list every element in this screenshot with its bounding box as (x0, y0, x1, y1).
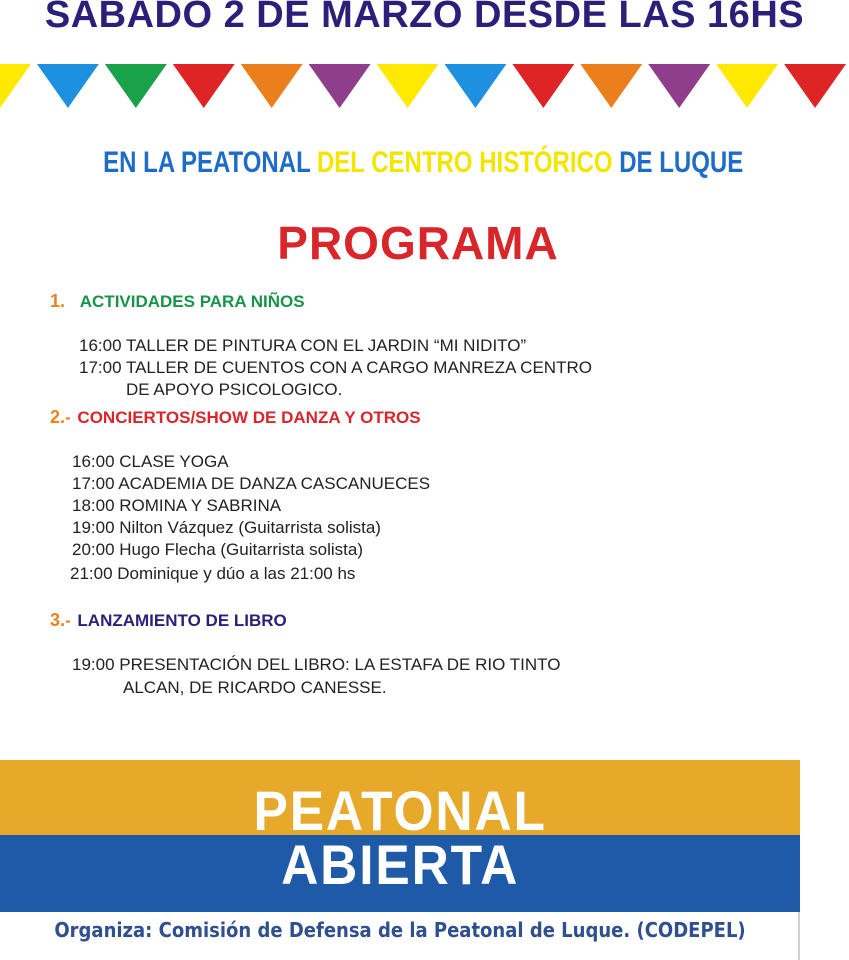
logo-line-1: PEATONAL (253, 779, 547, 842)
section-3-label: LANZAMIENTO DE LIBRO (77, 611, 287, 630)
section-1-item: 16:00 TALLER DE PINTURA CON EL JARDIN “MI NIDITO” (79, 336, 527, 355)
section-2-title (50, 407, 421, 428)
organizer-credit: Organiza: Comisión de Defensa de la Peatonal de Luque. (CODEPEL) (54, 918, 746, 942)
section-1-title (50, 291, 305, 312)
bunting-flag (0, 64, 31, 108)
bunting-flag (716, 64, 778, 108)
bunting-flag (444, 64, 506, 108)
bunting-decoration (0, 64, 849, 110)
section-2-item: 20:00 Hugo Flecha (Guitarrista solista) (72, 540, 364, 559)
bunting-flag (580, 64, 642, 108)
section-3-separator: - (65, 611, 71, 630)
section-3-number: 3. (50, 610, 66, 630)
bunting-flag (37, 64, 99, 108)
bunting-flag (173, 64, 235, 108)
section-3-item: 19:00 PRESENTACIÓN DEL LIBRO: LA ESTAFA DE RIO TINTO (72, 655, 561, 674)
venue-part-2: DEL CENTRO HISTÓRICO (316, 146, 613, 179)
section-2-number: 2. (50, 407, 66, 427)
logo-line-2: ABIERTA (281, 833, 520, 896)
section-2-item: 18:00 ROMINA Y SABRINA (72, 496, 282, 515)
section-1-item: DE APOYO PSICOLOGICO. (126, 380, 343, 399)
venue-part-3: DE LUQUE (612, 146, 744, 179)
bunting-flag (512, 64, 574, 108)
section-1-label: ACTIVIDADES PARA NIÑOS (79, 292, 305, 311)
section-1-number: 1. (50, 291, 66, 311)
section-1-item: 17:00 TALLER DE CUENTOS CON A CARGO MANREZA CENTRO (79, 358, 592, 377)
venue-title (84, 146, 763, 180)
section-2-item: 16:00 CLASE YOGA (72, 452, 229, 471)
section-2-item: 19:00 Nilton Vázquez (Guitarrista solista) (72, 518, 381, 537)
header-date: SABADO 2 DE MARZO DESDE LAS 16HS (44, 0, 805, 36)
bunting-flag (241, 64, 303, 108)
venue-part-1: EN LA PEATONAL (103, 146, 317, 179)
bunting-flag (784, 64, 846, 108)
section-2-item: 17:00 ACADEMIA DE DANZA CASCANUECES (72, 474, 431, 493)
section-2-label: CONCIERTOS/SHOW DE DANZA Y OTROS (77, 408, 421, 427)
footer-edge-line (798, 912, 800, 960)
section-3-title (50, 610, 287, 631)
section-3-item: ALCAN, DE RICARDO CANESSE. (123, 678, 387, 697)
bunting-flag (377, 64, 439, 108)
bunting-flag (309, 64, 371, 108)
section-2-item: 21:00 Dominique y dúo a las 21:00 hs (70, 564, 356, 583)
bunting-flag (105, 64, 167, 108)
bunting-flag (648, 64, 710, 108)
programa-title: PROGRAMA (277, 217, 559, 269)
section-2-separator: - (65, 408, 71, 427)
